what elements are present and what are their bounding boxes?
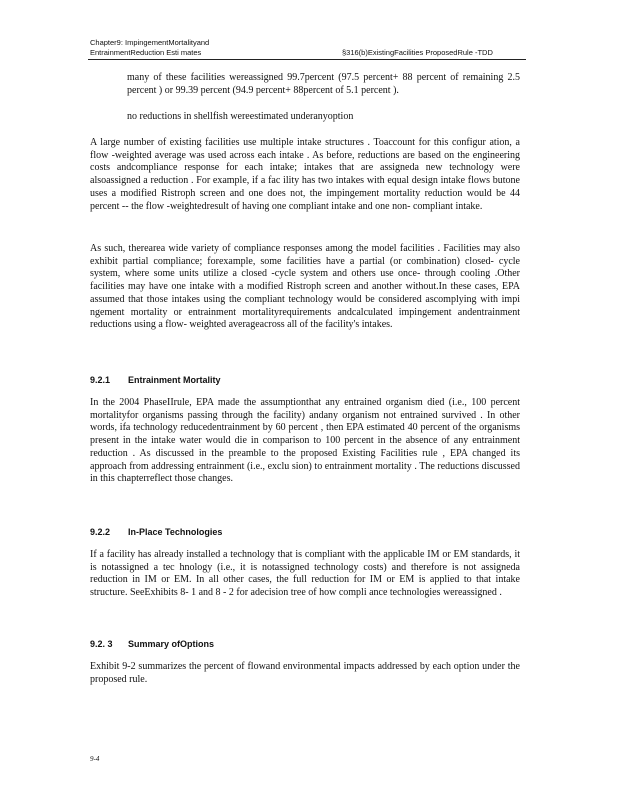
bullet-item: no reductions in shellfish wereestimated underanyoption [127,111,354,122]
section-title: Summary ofOptions [128,639,215,649]
paragraph-compliance-responses: As such, therearea wide variety of compliance responses among the model facilities . Facilities may also exhibit partial compliance; forexample, some facilities have a partial (or combination) closed- cycle system, where some units utilize a closed -cycle system and others use once- through cooling .Other facilities may have one intake with a modified Ristroph screen and another without.In these cases, EPA assumed that those intakes using the compliant technology would be considered ascomplying with impi ngement mortality or entrainment mortalityrequirements andcalculated impingement andentrainment reductions using a flow- weighted averageacross all of the facility's intakes. [90,243,520,331]
section-number: 9.2. 3 [90,639,113,649]
section-heading-9-2-2 [90,526,222,538]
paragraph-flow-weighted: A large number of existing facilities use multiple intake structures . Toaccount for this configur ation, a flow -weighted average was used across each intake . As before, reductions are based on the engineering costs andcompliance response for each intake; intakes that are assigneda new technology were alsoassigned a reduction . For example, if a fac ility has two intakes with equal design intake flows butone uses a modified Ristroph screen and one does not, the impingement mortality reduction would be 44 percent -- the flow -weightedresult of having one compliant intake and one non- compliant intake. [90,137,520,212]
section-number: 9.2.2 [90,527,111,537]
header-divider [88,59,526,60]
continued-paragraph: many of these facilities wereassigned 99.7percent (97.5 percent+ 88 percent of remaining 2.5 percent ) or 99.39 percent (94.9 percent+ 88percent of 5.1 percent ). [127,72,520,96]
paragraph-in-place: If a facility has already installed a technology that is compliant with the applicable IM or EM standards, it is notassigned a tec hnology (i.e., it is notassigned technology costs) and therefore is not assigneda reduction in IM or EM. In all other cases, the full reduction for IM or EM is applied to that intake structure. SeeExhibits 8- 1 and 8 - 2 for adecision tree of how compli ance technologies wereassigned . [90,549,520,599]
header-chapter-line2: EntrainmentReduction Esti mates [90,48,202,57]
section-heading-9-2-1 [90,374,221,386]
section-title: Entrainment Mortality [128,375,221,385]
paragraph-entrainment: In the 2004 PhaseIIrule, EPA made the assumptionthat any entrained organism died (i.e., 100 percent mortalityfor organisms passing through the facility) andany organism not entrained survived . In other words, ifa technology reducedentrainment by 60 percent , then EPA estimated 40 percent of the organisms present in the intake water would die in comparison to 100 percent in the absence of any entrainment reduction . As discussed in the preamble to the proposed Existing Facilities rule , EPA changed its approach from addressing entrainment (i.e., exclu sion) to entrainment mortality . The reductions discussed in this chapterreflect those changes. [90,397,520,485]
running-header-left [90,38,209,58]
paragraph-summary: Exhibit 9-2 summarizes the percent of flowand environmental impacts addressed by each option under the proposed rule. [90,661,520,685]
section-number: 9.2.1 [90,375,111,385]
page-number: 9-4 [90,755,100,763]
section-heading-9-2-3 [90,638,214,650]
running-header-right: §316(b)ExistingFacilities ProposedRule -TDD [342,48,493,57]
header-chapter-line1: Chapter9: ImpingementMortalityand [90,38,210,47]
section-title: In-Place Technologies [128,527,223,537]
